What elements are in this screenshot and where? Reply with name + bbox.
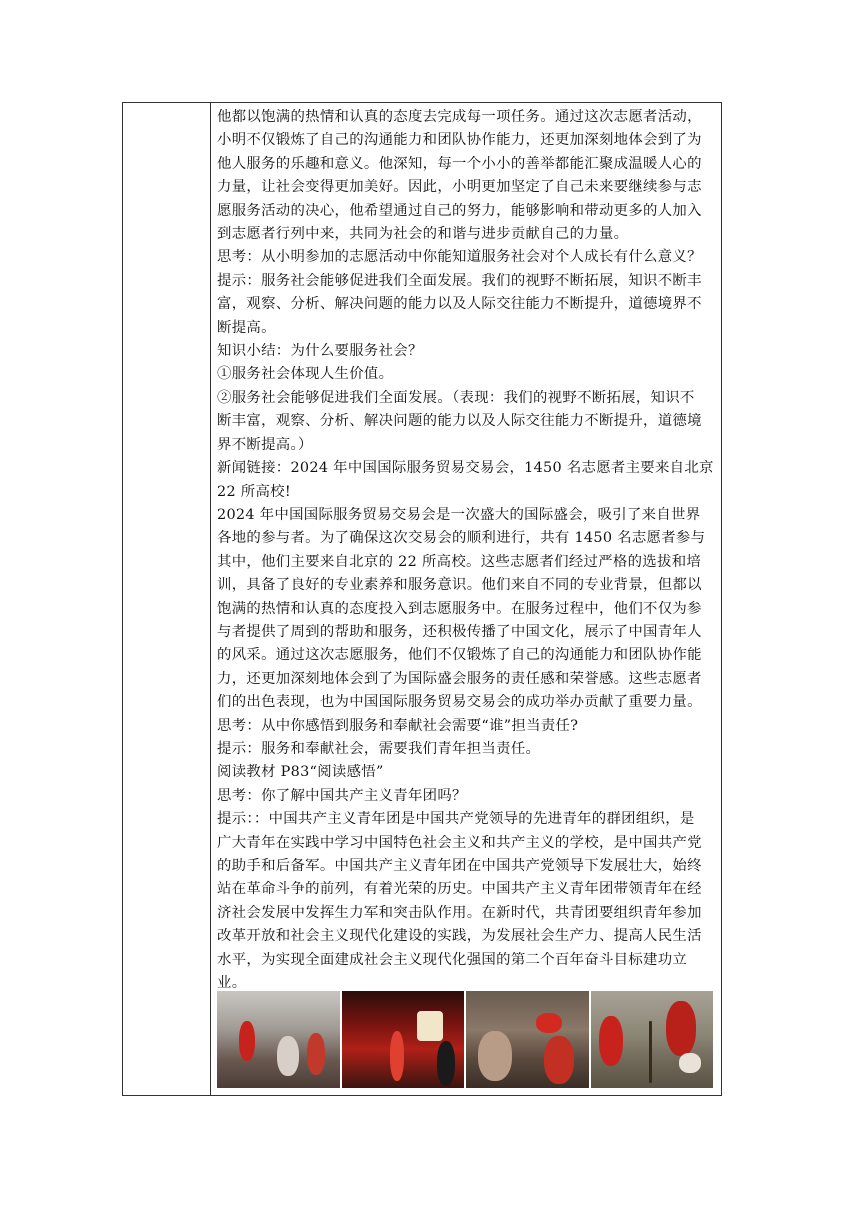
- text-line: 富，观察、分析、解决问题的能力以及人际交往能力不断提升，道德境界不: [217, 296, 702, 313]
- text-line: 各地的参与者。为了确保这次交易会的顺利进行，共有 1450 名志愿者参与: [217, 530, 706, 547]
- text-line: 水平，为实现全面建成社会主义现代化强国的第二个百年奋斗目标建功立: [217, 951, 688, 968]
- text-line: ①服务社会体现人生价值。: [217, 366, 394, 383]
- text-line: 思考：你了解中国共产主义青年团吗？: [217, 787, 467, 804]
- text-line: 提示：：中国共产主义青年团是中国共产党领导的先进青年的群团组织，是: [217, 811, 695, 828]
- text-line: 思考：从中你感悟到服务和奉献社会需要“谁”担当责任?: [217, 717, 579, 734]
- text-line: 愿服务活动的决心，他希望通过自己的努力，能够影响和带动更多的人加入: [217, 202, 702, 219]
- text-line: 的助手和后备军。中国共产主义青年团在中国共产党领导下发展壮大，始终: [217, 858, 702, 874]
- text-line: 22 所高校!: [217, 483, 291, 500]
- text-line: 饱满的热情和认真的态度投入到志愿服务中。在服务过程中，他们不仅为参: [217, 600, 702, 617]
- text-line: 训，具备了良好的专业素养和服务意识。他们来自不同的专业背景，但都以: [217, 577, 702, 594]
- text-line: 与者提供了周到的帮助和服务，还积极传播了中国文化，展示了中国青年人: [217, 623, 702, 640]
- text-line: 断提高。: [217, 319, 276, 336]
- text-line: 阅读教材 P83“阅读感悟”: [217, 764, 384, 781]
- photo-elderly-visit: [466, 991, 589, 1088]
- text-line: 业。: [217, 975, 247, 992]
- text-line: 力，还更加深刻地体会到了为国际盛会服务的责任感和荣誉感。这些志愿者: [217, 670, 702, 687]
- photo-exhibition-hall: [342, 991, 465, 1088]
- text-line: 站在革命斗争的前列，有着光荣的历史。中国共产主义青年团带领青年在经: [217, 881, 702, 898]
- photo-tree-planting: [591, 991, 714, 1088]
- text-line: 思考：从小明参加的志愿活动中你能知道服务社会对个人成长有什么意义？: [217, 249, 702, 266]
- text-line: 们的出色表现，也为中国国际服务贸易交易会的成功举办贡献了重要力量。: [217, 694, 702, 711]
- text-line: 提示：服务和奉献社会，需要我们青年担当责任。: [217, 740, 541, 757]
- lesson-table: [122, 102, 722, 1096]
- text-line: 力量，让社会变得更加美好。因此，小明更加坚定了自己未来要继续参与志: [217, 179, 702, 196]
- text-line: ②服务社会能够促进我们全面发展。（表现：我们的视野不断拓展，知识不: [217, 389, 695, 406]
- text-line: 到志愿者行列中来，共同为社会的和谐与进步贡献自己的力量。: [217, 226, 629, 243]
- text-line: 2024 年中国国际服务贸易交易会是一次盛大的国际盛会，吸引了来自世界: [217, 506, 701, 523]
- text-line: 知识小结：为什么要服务社会？: [217, 343, 423, 360]
- photo-strip: [217, 991, 713, 1088]
- left-column-cell: [123, 103, 211, 1095]
- content-cell: [211, 103, 721, 1095]
- text-line: 小明不仅锻炼了自己的沟通能力和团队协作能力，还更加深刻地体会到了为: [217, 132, 702, 149]
- text-line: 他都以饱满的热情和认真的态度去完成每一项任务。通过这次志愿者活动，: [217, 109, 702, 125]
- text-block: [217, 106, 715, 1019]
- text-line: 广大青年在实践中学习中国特色社会主义和共产主义的学校，是中国共产党: [217, 834, 702, 851]
- text-line: 断丰富，观察、分析、解决问题的能力以及人际交往能力不断提升，道德境: [217, 413, 702, 430]
- text-line: 他人服务的乐趣和意义。他深知，每一个小小的善举都能汇聚成温暖人心的: [217, 155, 702, 172]
- text-line: 济社会发展中发挥生力军和突击队作用。在新时代，共青团要组织青年参加: [217, 904, 702, 921]
- photo-volunteers-street: [217, 991, 340, 1088]
- text-line: 改革开放和社会主义现代化建设的实践，为发展社会生产力、提高人民生活: [217, 928, 702, 945]
- text-line: 的风采。通过这次志愿服务，他们不仅锻炼了自己的沟通能力和团队协作能: [217, 647, 702, 664]
- text-line: 其中，他们主要来自北京的 22 所高校。这些志愿者们经过严格的选拔和培: [217, 553, 702, 570]
- text-line: 提示：服务社会能够促进我们全面发展。我们的视野不断拓展，知识不断丰: [217, 272, 702, 289]
- text-line: 界不断提高。）: [217, 436, 313, 453]
- text-line: 新闻链接：2024 年中国国际服务贸易交易会，1450 名志愿者主要来自北京: [217, 460, 714, 477]
